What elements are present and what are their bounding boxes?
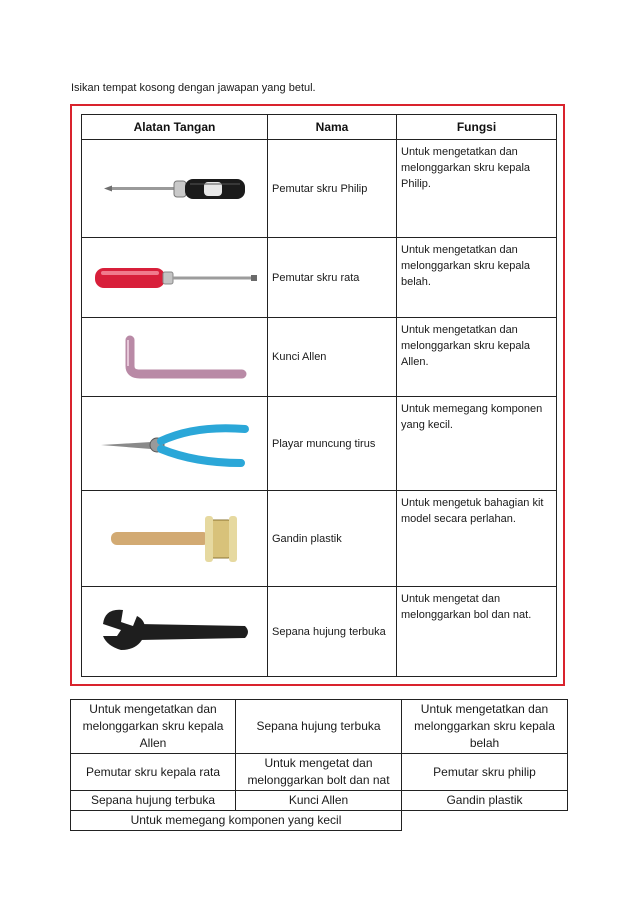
answer-cell: Pemutar skru kepala rata bbox=[71, 754, 236, 791]
table-row bbox=[82, 397, 557, 491]
tool-name: Playar muncung tirus bbox=[268, 397, 397, 491]
answer-cell: Untuk mengetat dan melonggarkan bolt dan nat bbox=[236, 754, 402, 791]
answer-cell: Gandin plastik bbox=[402, 791, 568, 811]
flat-screwdriver-icon bbox=[87, 258, 263, 298]
tool-table-figure bbox=[70, 104, 565, 686]
header-row bbox=[82, 115, 557, 140]
philips-screwdriver-icon bbox=[90, 169, 260, 209]
tool-name: Pemutar skru rata bbox=[268, 238, 397, 318]
answer-cell: Untuk mengetatkan dan melonggarkan skru kepala belah bbox=[402, 700, 568, 754]
tool-name: Kunci Allen bbox=[268, 318, 397, 397]
open-end-wrench-icon bbox=[95, 602, 255, 662]
answer-cell: Sepana hujung terbuka bbox=[71, 791, 236, 811]
tool-function: Untuk memegang komponen yang kecil. bbox=[397, 397, 557, 491]
tool-name: Sepana hujung terbuka bbox=[268, 587, 397, 677]
tool-image-cell bbox=[82, 587, 268, 677]
answer-cell: Kunci Allen bbox=[236, 791, 402, 811]
plastic-mallet-icon bbox=[105, 514, 245, 564]
tool-function: Untuk mengetatkan dan melonggarkan skru kepala Allen. bbox=[397, 318, 557, 397]
instruction-text: Isikan tempat kosong dengan jawapan yang betul. bbox=[71, 82, 316, 94]
tool-name: Pemutar skru Philip bbox=[268, 140, 397, 238]
answer-row bbox=[71, 791, 568, 811]
tool-image-cell bbox=[82, 491, 268, 587]
allen-key-icon bbox=[100, 332, 250, 382]
answer-cell: Sepana hujung terbuka bbox=[236, 700, 402, 754]
answer-cell: Untuk mengetatkan dan melonggarkan skru kepala Allen bbox=[71, 700, 236, 754]
answer-row bbox=[71, 811, 568, 831]
needle-nose-pliers-icon bbox=[95, 419, 255, 469]
tool-image-cell bbox=[82, 140, 268, 238]
answer-cell: Pemutar skru philip bbox=[402, 754, 568, 791]
tool-function: Untuk mengetuk bahagian kit model secara perlahan. bbox=[397, 491, 557, 587]
tool-image-cell bbox=[82, 238, 268, 318]
answer-row bbox=[71, 754, 568, 791]
table-row bbox=[82, 491, 557, 587]
empty-cell bbox=[402, 811, 568, 831]
answer-cell: Untuk memegang komponen yang kecil bbox=[71, 811, 402, 831]
tool-function: Untuk mengetatkan dan melonggarkan skru kepala Philip. bbox=[397, 140, 557, 238]
header-tools: Alatan Tangan bbox=[82, 115, 268, 140]
answer-row bbox=[71, 700, 568, 754]
tool-function: Untuk mengetatkan dan melonggarkan skru kepala belah. bbox=[397, 238, 557, 318]
table-row bbox=[82, 318, 557, 397]
header-name: Nama bbox=[268, 115, 397, 140]
table-row bbox=[82, 140, 557, 238]
tool-function: Untuk mengetat dan melonggarkan bol dan nat. bbox=[397, 587, 557, 677]
header-function: Fungsi bbox=[397, 115, 557, 140]
tool-table bbox=[81, 114, 557, 677]
tool-image-cell bbox=[82, 318, 268, 397]
tool-image-cell bbox=[82, 397, 268, 491]
table-row bbox=[82, 587, 557, 677]
answer-bank-table bbox=[70, 699, 568, 831]
tool-name: Gandin plastik bbox=[268, 491, 397, 587]
table-row bbox=[82, 238, 557, 318]
